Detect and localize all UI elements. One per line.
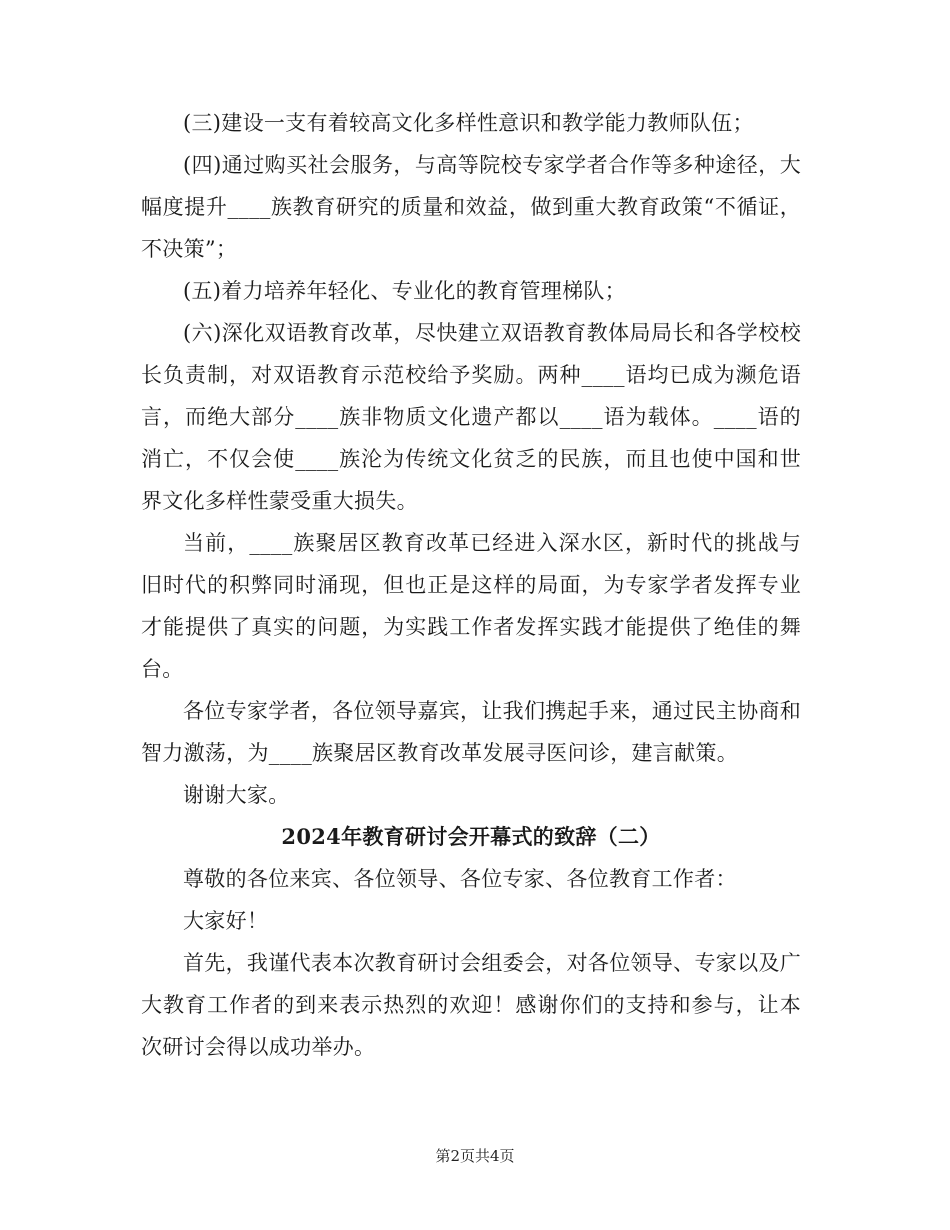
paragraph: 当前，____族聚居区教育改革已经进入深水区，新时代的挑战与旧时代的积弊同时涌现，但也正是这样的局面，为专家学者发挥专业才能提供了真实的问题，为实践工作者发挥实践才能提供了绝佳的舞台。 [141, 531, 801, 681]
paragraph: 谢谢大家。 [183, 783, 290, 807]
paragraph: 首先，我谨代表本次教育研讨会组委会，对各位领导、专家以及广大教育工作者的到来表示热烈的欢迎！感谢你们的支持和参与，让本次研讨会得以成功举办。 [141, 951, 801, 1059]
paragraph: 各位专家学者，各位领导嘉宾，让我们携起手来，通过民主协商和智力激荡，为____族聚居区教育改革发展寻医问诊，建言献策。 [141, 699, 801, 765]
paragraph: 尊敬的各位来宾、各位领导、各位专家、各位教育工作者： [183, 867, 737, 891]
paragraph: (四)通过购买社会服务，与高等院校专家学者合作等多种途径，大幅度提升____族教育研究的质量和效益，做到重大教育政策“不循证，不决策”； [141, 153, 801, 261]
document-body [141, 102, 801, 1068]
paragraph: (五)着力培养年轻化、专业化的教育管理梯队； [183, 279, 626, 303]
paragraph: (三)建设一支有着较高文化多样性意识和教学能力教师队伍； [183, 111, 754, 135]
paragraph: (六)深化双语教育改革，尽快建立双语教育教体局局长和各学校校长负责制，对双语教育示范校给予奖励。两种____语均已成为濒危语言，而绝大部分____族非物质文化遗产都以____语为载体。____语的消亡，不仅会使____族沦为传统文化贫乏的民族，而且也使中国和世界文化多样性蒙受重大损失。 [141, 321, 801, 513]
paragraph: 大家好！ [183, 909, 269, 933]
page-number-footer: 第2页共4页 [435, 1147, 515, 1165]
section-title: 2024年教育研讨会开幕式的致辞（二） [281, 824, 661, 849]
